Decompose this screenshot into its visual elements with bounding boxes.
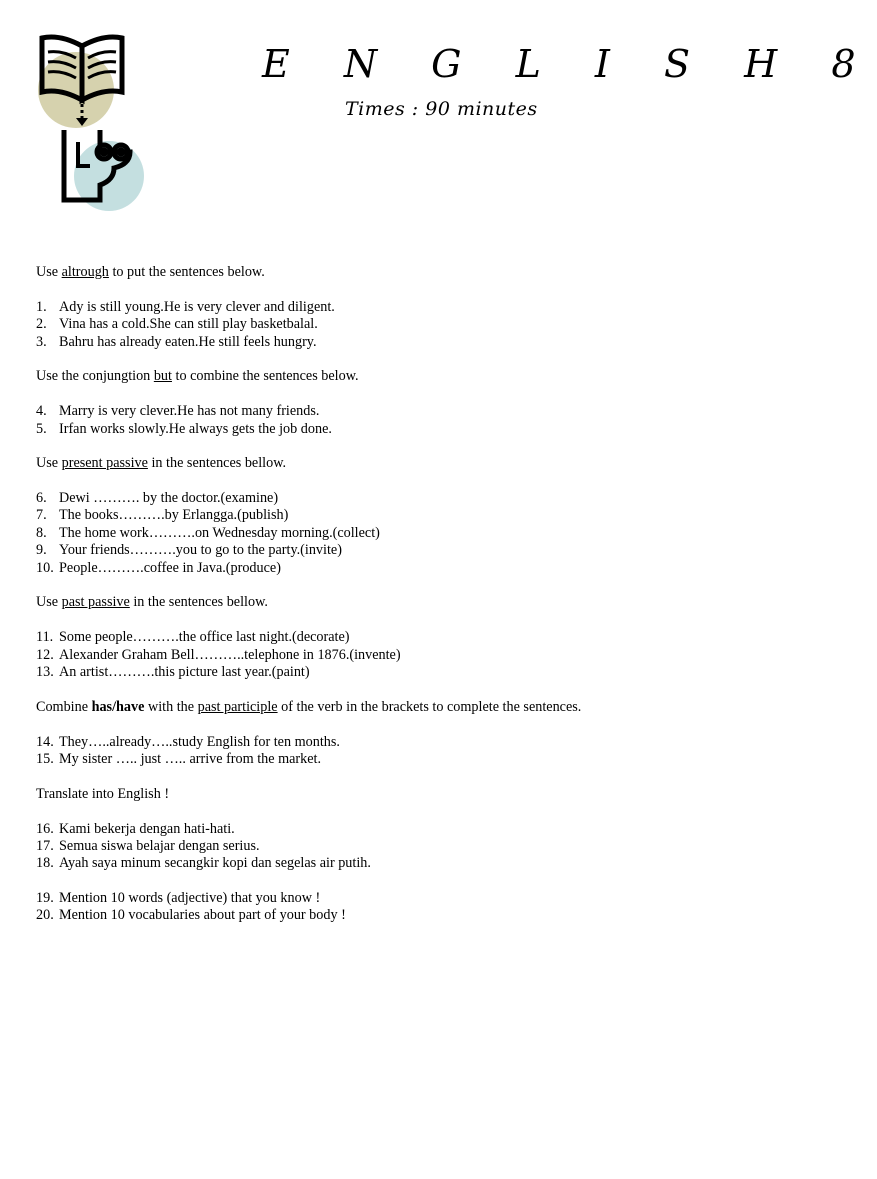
question-item: 10. People……….coffee in Java.(produce) bbox=[36, 559, 281, 576]
instruction-6: Translate into English ! bbox=[36, 785, 170, 802]
question-item: 18. Ayah saya minum secangkir kopi dan segelas air putih. bbox=[36, 855, 371, 872]
question-item: 17. Semua siswa belajar dengan serius. bbox=[36, 837, 260, 854]
book-head-logo bbox=[30, 30, 155, 210]
question-item: 12. Alexander Graham Bell………..telephone in 1876.(invente) bbox=[36, 646, 401, 663]
question-item: 2. Vina has a cold.She can still play basketbalal. bbox=[36, 316, 318, 333]
question-item: 15. My sister ….. just ….. arrive from the market. bbox=[36, 750, 322, 767]
question-item: 14. They…..already…..study English for ten months. bbox=[36, 733, 340, 750]
question-item: 9. Your friends……….you to go to the party.(invite) bbox=[36, 542, 342, 559]
time-limit: Times : 90 minutes bbox=[345, 98, 538, 120]
question-item: 1. Ady is still young.He is very clever and diligent. bbox=[36, 298, 335, 315]
instruction-4: Use past passive in the sentences bellow. bbox=[36, 594, 268, 611]
question-item: 7. The books……….by Erlangga.(publish) bbox=[36, 507, 289, 524]
question-item: 19. Mention 10 words (adjective) that you know ! bbox=[36, 890, 321, 907]
question-item: 4. Marry is very clever.He has not many friends. bbox=[36, 403, 320, 420]
question-item: 8. The home work……….on Wednesday morning.(collect) bbox=[36, 524, 380, 541]
question-item: 16. Kami bekerja dengan hati-hati. bbox=[36, 820, 235, 837]
question-item: 3. Bahru has already eaten.He still feels hungry. bbox=[36, 333, 317, 350]
instruction-3: Use present passive in the sentences bellow. bbox=[36, 455, 287, 472]
question-item: 5. Irfan works slowly.He always gets the job done. bbox=[36, 420, 332, 437]
instruction-1: Use altrough to put the sentences below. bbox=[36, 264, 265, 280]
question-item: 6. Dewi ………. by the doctor.(examine) bbox=[36, 490, 279, 507]
question-item: 11. Some people……….the office last night.(decorate) bbox=[36, 629, 350, 646]
question-item: 13. An artist……….this picture last year.(paint) bbox=[36, 663, 310, 680]
question-item: 20. Mention 10 vocabularies about part of your body ! bbox=[36, 907, 346, 924]
instruction-2: Use the conjungtion but to combine the sentences below. bbox=[36, 368, 359, 385]
worksheet-body bbox=[36, 264, 736, 925]
page-title: E N G L I S H 8 bbox=[262, 42, 877, 86]
instruction-5: Combine has/have with the past participle of the verb in the brackets to complete the sentences. bbox=[36, 698, 582, 715]
